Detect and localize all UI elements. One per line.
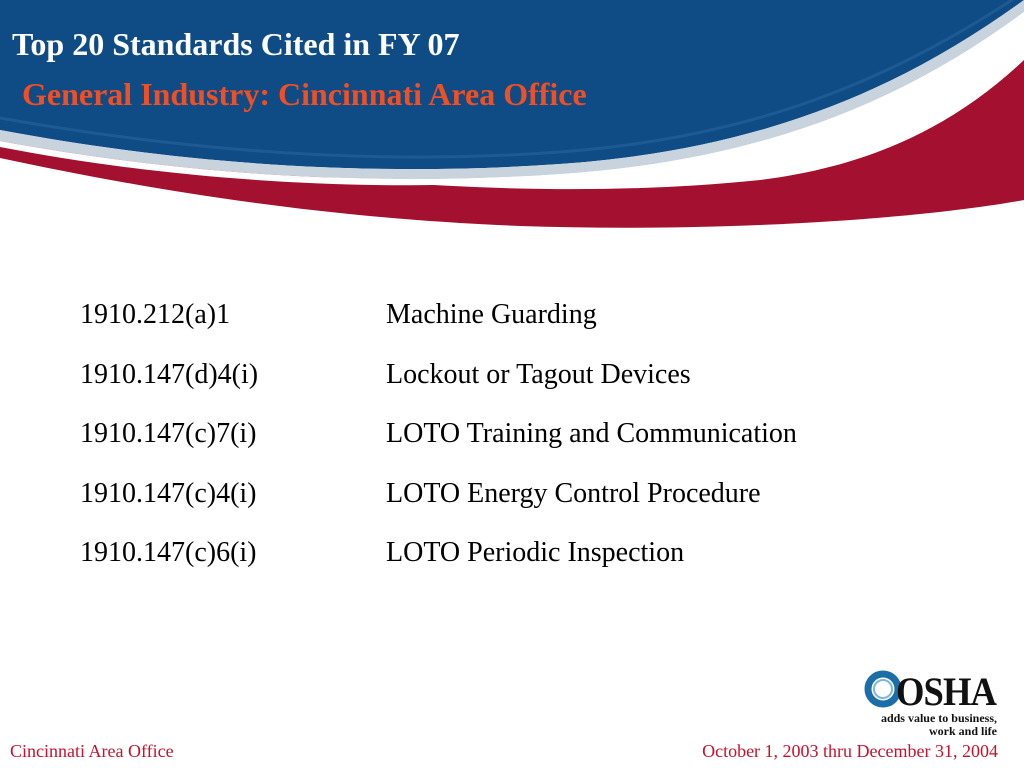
- standard-code: 1910.147(c)7(i): [80, 418, 257, 449]
- standard-description: Lockout or Tagout Devices: [386, 358, 691, 390]
- list-item: [80, 414, 960, 474]
- footer-office: Cincinnati Area Office: [10, 741, 174, 761]
- footer-date-range: October 1, 2003 thru December 31, 2004: [702, 741, 998, 761]
- osha-wordmark: [864, 668, 999, 710]
- list-item: [80, 533, 960, 593]
- osha-logo-ring: [868, 674, 898, 704]
- osha-logo: [864, 668, 999, 744]
- list-item: [80, 295, 960, 355]
- standard-description: LOTO Training and Communication: [386, 418, 797, 449]
- osha-logo-letters: OSHA: [896, 669, 998, 710]
- list-item: [80, 355, 960, 415]
- page-title: Top 20 Standards Cited in FY 07: [12, 26, 460, 62]
- standard-code: 1910.147(c)4(i): [80, 477, 257, 509]
- osha-tagline-line2: work and life: [928, 724, 997, 738]
- osha-logo-ring-inner: [874, 680, 892, 698]
- standard-code: 1910.147(c)6(i): [80, 537, 257, 568]
- list-item: [80, 474, 960, 534]
- standard-code: 1910.212(a)1: [80, 299, 231, 330]
- standard-description: LOTO Energy Control Procedure: [386, 477, 761, 509]
- standard-code: 1910.147(d)4(i): [80, 358, 259, 390]
- standards-list: [80, 295, 960, 593]
- page-subtitle: General Industry: Cincinnati Area Office: [22, 76, 587, 112]
- osha-tagline: [864, 712, 997, 738]
- standard-description: Machine Guarding: [386, 299, 597, 330]
- osha-tagline-line1: adds value to business,: [880, 711, 997, 725]
- standard-description: LOTO Periodic Inspection: [386, 537, 685, 568]
